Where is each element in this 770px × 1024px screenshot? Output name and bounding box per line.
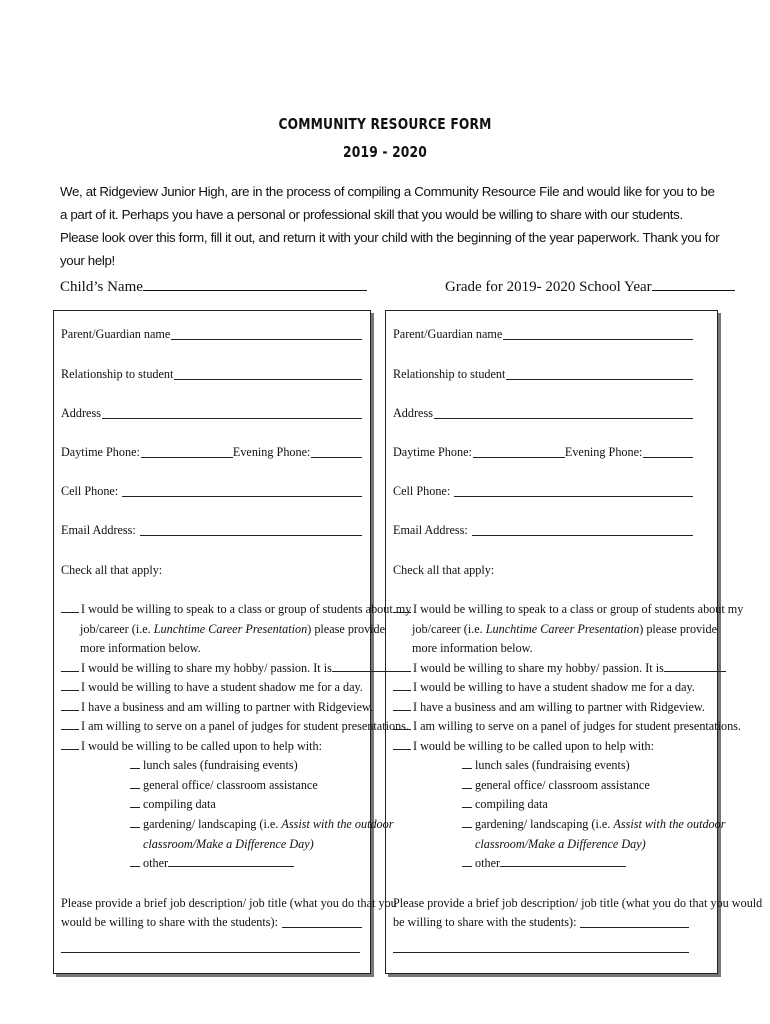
daytime-phone-blank[interactable]: [473, 456, 565, 458]
option-hobby[interactable]: [61, 661, 364, 676]
description-line[interactable]: [61, 952, 360, 953]
option-checkbox[interactable]: [393, 690, 411, 691]
check-all-label: Check all that apply:: [393, 563, 495, 577]
address-blank[interactable]: [102, 417, 362, 419]
sub-checkbox[interactable]: [462, 807, 472, 808]
option-checkbox[interactable]: [61, 671, 79, 672]
option-label: I have a business and am willing to partner with Ridgeview.: [413, 700, 705, 714]
option-label: I would be willing to share my hobby/ passion. It is: [81, 661, 332, 675]
relationship-label: Relationship to student: [393, 367, 506, 381]
description-blank[interactable]: [580, 926, 689, 928]
option-checkbox[interactable]: [61, 690, 79, 691]
parent-name-label: Parent/Guardian name: [61, 327, 171, 341]
address-label: Address: [61, 406, 101, 420]
option-speak-cont: job/career (i.e. Lunchtime Career Presentation) please provide: [412, 622, 718, 636]
sub-checkbox[interactable]: [130, 768, 140, 769]
sub-checkbox[interactable]: [130, 866, 140, 867]
cell-phone-field[interactable]: [61, 484, 362, 499]
childs-name-label: Child’s Name: [60, 279, 143, 295]
address-field[interactable]: [393, 406, 693, 421]
option-speak[interactable]: [393, 602, 744, 617]
option-help[interactable]: [393, 739, 711, 754]
description-field[interactable]: [61, 915, 362, 930]
option-help[interactable]: [61, 739, 364, 754]
form-card-right: [385, 310, 763, 974]
parent-name-blank[interactable]: [171, 338, 362, 340]
option-checkbox[interactable]: [61, 612, 79, 613]
description-prompt: Please provide a brief job description/ job title (what you do that you: [61, 896, 397, 910]
sub-gardening-cont: classroom/Make a Difference Day): [475, 837, 646, 851]
option-speak[interactable]: [61, 602, 412, 617]
option-shadow[interactable]: [393, 680, 711, 695]
sub-checkbox[interactable]: [130, 827, 140, 828]
cell-phone-blank[interactable]: [454, 495, 693, 497]
parent-name-field[interactable]: [393, 327, 693, 342]
hobby-blank[interactable]: [664, 661, 726, 672]
option-label: I am willing to serve on a panel of judges for student presentations.: [81, 719, 409, 733]
relationship-label: Relationship to student: [61, 367, 174, 381]
option-business[interactable]: [61, 700, 373, 715]
description-blank[interactable]: [282, 926, 362, 928]
option-checkbox[interactable]: [61, 729, 79, 730]
other-blank[interactable]: [168, 856, 294, 867]
email-blank[interactable]: [472, 534, 693, 536]
option-checkbox[interactable]: [61, 710, 79, 711]
option-label: I have a business and am willing to partner with Ridgeview.: [81, 700, 373, 714]
address-blank[interactable]: [434, 417, 693, 419]
evening-phone-label: Evening Phone:: [564, 445, 643, 459]
relationship-field[interactable]: [393, 367, 693, 382]
evening-phone-label: Evening Phone:: [232, 445, 311, 459]
email-label: Email Address:: [393, 523, 468, 537]
option-label: I would be willing to speak to a class or group of students about my: [81, 602, 412, 616]
description-field[interactable]: [393, 915, 689, 930]
address-field[interactable]: [61, 406, 362, 421]
sub-lunch[interactable]: lunch sales (fundraising events): [462, 758, 711, 773]
cell-phone-label: Cell Phone:: [61, 484, 119, 498]
option-speak-cont: job/career (i.e. Lunchtime Career Presentation) please provide: [80, 622, 386, 636]
sub-data[interactable]: compiling data: [462, 797, 711, 812]
cell-phone-label: Cell Phone:: [393, 484, 451, 498]
sub-other[interactable]: other: [130, 856, 364, 871]
option-label: I would be willing to have a student shadow me for a day.: [413, 680, 695, 694]
parent-name-blank[interactable]: [503, 338, 693, 340]
phone-field[interactable]: [61, 445, 362, 460]
description-line[interactable]: [393, 952, 689, 953]
option-checkbox[interactable]: [61, 749, 79, 750]
email-label: Email Address:: [61, 523, 136, 537]
relationship-blank[interactable]: [174, 378, 362, 380]
option-speak-cont2: more information below.: [80, 641, 201, 655]
relationship-blank[interactable]: [506, 378, 693, 380]
form-year: 2019 - 2020: [343, 143, 427, 161]
sub-gardening[interactable]: gardening/ landscaping (i.e. Assist with the outdoor: [462, 817, 711, 832]
description-label: would be willing to share with the students):: [61, 915, 278, 929]
daytime-phone-label: Daytime Phone:: [393, 445, 472, 459]
evening-phone-blank[interactable]: [311, 456, 362, 458]
option-checkbox[interactable]: [393, 612, 411, 613]
option-judges[interactable]: [61, 719, 409, 734]
sub-lunch[interactable]: lunch sales (fundraising events): [130, 758, 364, 773]
phone-field[interactable]: [393, 445, 693, 460]
other-blank[interactable]: [500, 856, 626, 867]
sub-other[interactable]: other: [462, 856, 711, 871]
option-label: I would be willing to speak to a class or group of students about my: [413, 602, 744, 616]
childs-name-blank[interactable]: [143, 276, 367, 291]
option-checkbox[interactable]: [393, 671, 411, 672]
email-field[interactable]: [393, 523, 693, 538]
option-label: I would be willing to have a student shadow me for a day.: [81, 680, 363, 694]
option-label: I would be willing to be called upon to help with:: [413, 739, 655, 753]
grade-label: Grade for 2019- 2020 School Year: [445, 279, 652, 295]
parent-name-field[interactable]: [61, 327, 362, 342]
email-field[interactable]: [61, 523, 362, 538]
intro-paragraph: We, at Ridgeview Junior High, are in the process of compiling a Community Resource File and would like for you to be a part of it. Perhaps you have a personal or professional skill that you would be willing to share with our students. Please look over this form, fill it out, and return it with your child with the beginning of the year paperwork. Thank you for your help!: [60, 184, 720, 268]
option-hobby[interactable]: [393, 661, 711, 676]
check-all-label: Check all that apply:: [61, 563, 163, 577]
grade-field[interactable]: [445, 276, 735, 296]
option-label: I would be willing to share my hobby/ passion. It is: [413, 661, 664, 675]
sub-checkbox[interactable]: [462, 866, 472, 867]
form-title: COMMUNITY RESOURCE FORM: [278, 115, 492, 133]
option-checkbox[interactable]: [393, 729, 411, 730]
email-blank[interactable]: [140, 534, 362, 536]
option-checkbox[interactable]: [393, 710, 411, 711]
relationship-field[interactable]: [61, 367, 362, 382]
childs-name-field[interactable]: [60, 276, 367, 296]
description-prompt: Please provide a brief job description/ job title (what you do that you would: [393, 896, 763, 910]
sub-office[interactable]: general office/ classroom assistance: [462, 778, 711, 793]
form-card-left: [53, 310, 412, 974]
sub-office[interactable]: general office/ classroom assistance: [130, 778, 364, 793]
sub-gardening-cont: classroom/Make a Difference Day): [143, 837, 314, 851]
sub-gardening[interactable]: gardening/ landscaping (i.e. Assist with the outdoor: [130, 817, 364, 832]
description-label: be willing to share with the students):: [393, 915, 577, 929]
sub-checkbox[interactable]: [130, 788, 140, 789]
option-label: I am willing to serve on a panel of judges for student presentations.: [413, 719, 741, 733]
cell-phone-field[interactable]: [393, 484, 693, 499]
sub-data[interactable]: compiling data: [130, 797, 364, 812]
cell-phone-blank[interactable]: [122, 495, 362, 497]
sub-checkbox[interactable]: [462, 788, 472, 789]
grade-blank[interactable]: [652, 276, 735, 291]
daytime-phone-blank[interactable]: [141, 456, 233, 458]
sub-checkbox[interactable]: [462, 768, 472, 769]
option-shadow[interactable]: [61, 680, 364, 695]
address-label: Address: [393, 406, 433, 420]
option-business[interactable]: [393, 700, 711, 715]
option-judges[interactable]: [393, 719, 741, 734]
parent-name-label: Parent/Guardian name: [393, 327, 503, 341]
option-checkbox[interactable]: [393, 749, 411, 750]
option-label: I would be willing to be called upon to help with:: [81, 739, 323, 753]
evening-phone-blank[interactable]: [643, 456, 693, 458]
daytime-phone-label: Daytime Phone:: [61, 445, 140, 459]
sub-checkbox[interactable]: [462, 827, 472, 828]
option-speak-cont2: more information below.: [412, 641, 533, 655]
sub-checkbox[interactable]: [130, 807, 140, 808]
